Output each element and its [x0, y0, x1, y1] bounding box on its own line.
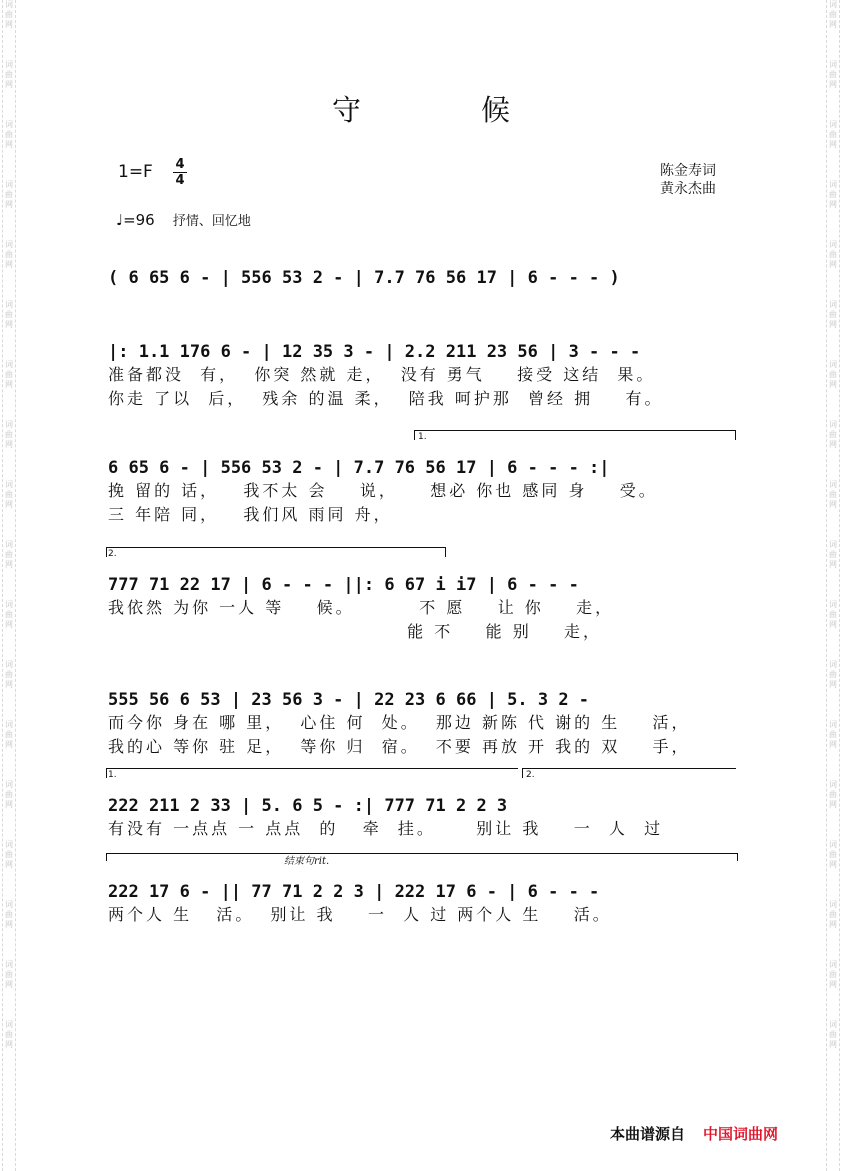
notation-line: |: 1.1 176 6 - | 12 35 3 - | 2.2 211 23 56 | 3 - - -: [108, 342, 641, 362]
notation-line: 777 71 22 17 | 6 - - - ||: 6 67 i i7 | 6 - - -: [108, 575, 579, 595]
watermark-text: 词曲网: [5, 720, 13, 749]
lyric-verse-2: 我的心 等你 驻 足， 等你 归 宿。 不要 再放 开 我的 双 手，: [108, 737, 691, 756]
watermark-text: 词曲网: [5, 180, 13, 209]
watermark-text: 词曲网: [829, 420, 837, 449]
ending-bracket-right: [737, 853, 738, 861]
watermark-text: 词曲网: [5, 240, 13, 269]
system-3: [108, 448, 740, 526]
volta-bracket-2-right: [445, 547, 446, 557]
lyricist-credit: 陈金寿词: [660, 163, 716, 179]
watermark-text: 词曲网: [829, 180, 837, 209]
watermark-text: 词曲网: [5, 960, 13, 989]
watermark-text: 词曲网: [5, 900, 13, 929]
watermark-text: 词曲网: [829, 240, 837, 269]
credits: [660, 162, 716, 198]
notation-line: 222 211 2 33 | 5. 6 5 - :| 777 71 2 2 3: [108, 796, 508, 816]
expression-text: 抒情、回忆地: [172, 214, 251, 229]
watermark-text: 词曲网: [5, 600, 13, 629]
ending-cue-label: 结束句rit.: [284, 856, 330, 867]
volta-bracket-1-right: [735, 430, 736, 440]
watermark-text: 词曲网: [829, 720, 837, 749]
notation-line: 222 17 6 - || 77 71 2 2 3 | 222 17 6 - | 6 - - -: [108, 882, 600, 902]
tempo-value: ♩=96: [116, 211, 155, 229]
watermark-text: 词曲网: [5, 360, 13, 389]
watermark-text: 词曲网: [829, 660, 837, 689]
watermark-text: 词曲网: [829, 300, 837, 329]
volta-bracket-1-left: [414, 430, 415, 440]
watermark-strip-right: [826, 0, 840, 1171]
watermark-text: 词曲网: [5, 300, 13, 329]
volta-label-1: 1.: [418, 432, 427, 442]
watermark-text: 词曲网: [5, 780, 13, 809]
ending-bracket: [106, 853, 738, 854]
composer-credit: 黄永杰曲: [660, 181, 716, 197]
watermark-text: 词曲网: [829, 60, 837, 89]
system-7: [108, 872, 740, 926]
volta-bracket-4-left: [522, 768, 523, 778]
watermark-text: 词曲网: [5, 120, 13, 149]
watermark-text: 词曲网: [829, 780, 837, 809]
watermark-text: 词曲网: [5, 840, 13, 869]
watermark-text: 词曲网: [829, 1020, 837, 1049]
watermark-text: 词曲网: [5, 480, 13, 509]
lyric-verse-1: 准备都没 有， 你突 然就 走， 没有 勇气 接受 这结 果。: [108, 365, 656, 384]
watermark-text: 词曲网: [5, 420, 13, 449]
tempo-marking: [116, 210, 251, 229]
source-text: 本曲谱源自: [610, 1125, 686, 1143]
watermark-text: 词曲网: [5, 540, 13, 569]
watermark-text: 词曲网: [5, 1020, 13, 1049]
lyric-verse-2: 能 不 能 别 走，: [108, 622, 603, 641]
lyric-verse-1: 挽 留的 话， 我不太 会 说， 想必 你也 感同 身 受。: [108, 481, 658, 500]
watermark-text: 词曲网: [829, 540, 837, 569]
watermark-text: 词曲网: [829, 0, 837, 29]
time-signature-top: 4: [175, 157, 185, 172]
notation-line: ( 6 65 6 - | 556 53 2 - | 7.7 76 56 17 | 6 - - - ): [108, 268, 620, 288]
footer-source: [610, 1123, 778, 1144]
watermark-text: 词曲网: [5, 660, 13, 689]
lyric-verse-2: 你走 了以 后， 残余 的温 柔， 陪我 呵护那 曾经 拥 有。: [108, 389, 664, 408]
lyric-verse-1: 两个人 生 活。 别让 我 一 人 过 两个人 生 活。: [108, 905, 612, 924]
watermark-text: 词曲网: [829, 900, 837, 929]
time-signature: [173, 158, 187, 187]
volta-bracket-3: [106, 768, 518, 769]
key-signature: 1=F: [118, 162, 153, 182]
watermark-text: 词曲网: [829, 360, 837, 389]
brand-link[interactable]: 中国词曲网: [703, 1125, 779, 1143]
volta-bracket-4: [522, 768, 736, 769]
system-1: [108, 258, 740, 288]
watermark-text: 词曲网: [5, 60, 13, 89]
lyric-verse-1: 有没有 一点点 一 点点 的 牵 挂。 别让 我 一 人 过: [108, 819, 664, 838]
notation-line: 555 56 6 53 | 23 56 3 - | 22 23 6 66 | 5. 3 2 -: [108, 690, 590, 710]
watermark-text: 词曲网: [829, 600, 837, 629]
volta-label-2: 2.: [108, 549, 117, 559]
volta-label-4: 2.: [526, 770, 535, 780]
ending-bracket-left: [106, 853, 107, 861]
lyric-verse-2: 三 年陪 同， 我们风 雨同 舟，: [108, 505, 393, 524]
system-5: [108, 680, 740, 758]
lyric-verse-1: 而今你 身在 哪 里， 心住 何 处。 那边 新陈 代 谢的 生 活，: [108, 713, 691, 732]
watermark-strip-left: [2, 0, 16, 1171]
notation-line: 6 65 6 - | 556 53 2 - | 7.7 76 56 17 | 6 - - - :|: [108, 458, 610, 478]
volta-bracket-2-left: [106, 547, 107, 557]
watermark-text: 词曲网: [829, 960, 837, 989]
watermark-text: 词曲网: [829, 480, 837, 509]
volta-label-3: 1.: [108, 770, 117, 780]
volta-bracket-3-left: [106, 768, 107, 778]
song-title: 守候: [331, 93, 630, 127]
watermark-text: 词曲网: [5, 0, 13, 29]
volta-bracket-2: [106, 547, 446, 548]
volta-bracket-1: [414, 430, 736, 431]
watermark-text: 词曲网: [829, 840, 837, 869]
system-6: [108, 786, 740, 840]
system-4: [108, 565, 740, 643]
lyric-verse-1: 我依然 为你 一人 等 候。 不 愿 让 你 走，: [108, 598, 615, 617]
system-2: [108, 332, 740, 410]
watermark-text: 词曲网: [829, 120, 837, 149]
time-signature-bottom: 4: [175, 173, 185, 188]
